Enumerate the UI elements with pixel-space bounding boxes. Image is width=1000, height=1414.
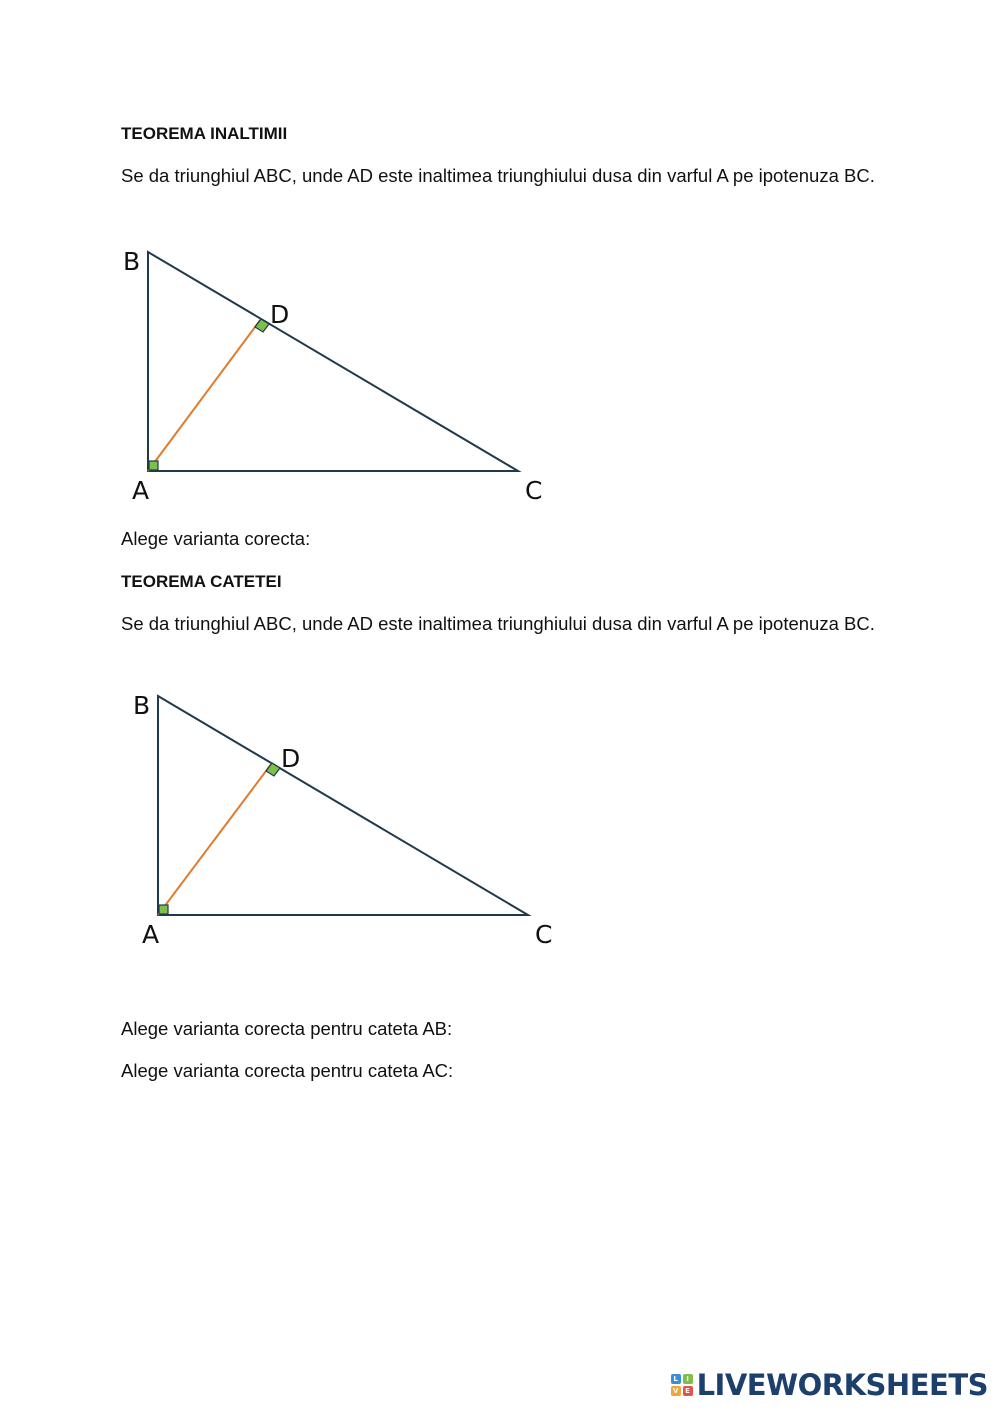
logo-letter-i: I	[683, 1374, 693, 1384]
logo-letter-e: E	[683, 1386, 693, 1396]
vertex-label-d: D	[281, 744, 301, 773]
vertex-label-b: B	[133, 691, 151, 720]
section2-title: TEOREMA CATETEI	[121, 572, 282, 591]
section1-prompt: Alege varianta corecta:	[121, 528, 311, 549]
altitude-ad	[148, 319, 261, 471]
triangle-figure-1	[110, 240, 590, 520]
vertex-label-c: C	[525, 476, 543, 505]
right-angle-marker-d	[266, 763, 280, 776]
right-angle-marker-d	[255, 319, 269, 332]
right-angle-marker-a	[159, 905, 168, 914]
logo-letter-l: L	[671, 1374, 681, 1384]
vertex-label-c: C	[535, 920, 553, 949]
vertex-label-b: B	[123, 247, 141, 276]
vertex-label-a: A	[132, 476, 150, 505]
triangle-abc	[148, 252, 518, 471]
section2-prompt-ab: Alege varianta corecta pentru cateta AB:	[121, 1018, 453, 1039]
logo-mark-icon	[671, 1374, 693, 1396]
vertex-label-a: A	[142, 920, 160, 949]
triangle-diagram-2	[110, 685, 590, 965]
triangle-diagram-1	[110, 240, 590, 520]
liveworksheets-logo	[671, 1368, 988, 1402]
triangle-figure-2	[110, 685, 590, 965]
logo-wordmark: LIVEWORKSHEETS	[696, 1368, 988, 1402]
right-angle-marker-a	[149, 461, 158, 470]
triangle-abc	[158, 696, 528, 915]
logo-letter-v: V	[671, 1386, 681, 1396]
section1-title: TEOREMA INALTIMII	[121, 124, 288, 143]
section2-prompt-ac: Alege varianta corecta pentru cateta AC:	[121, 1060, 454, 1081]
altitude-ad	[158, 763, 272, 915]
vertex-label-d: D	[270, 300, 290, 329]
section2-description: Se da triunghiul ABC, unde AD este inaltimea triunghiului dusa din varful A pe ipotenuza BC.	[121, 613, 875, 634]
section1-description: Se da triunghiul ABC, unde AD este inaltimea triunghiului dusa din varful A pe ipotenuza BC.	[121, 165, 875, 186]
